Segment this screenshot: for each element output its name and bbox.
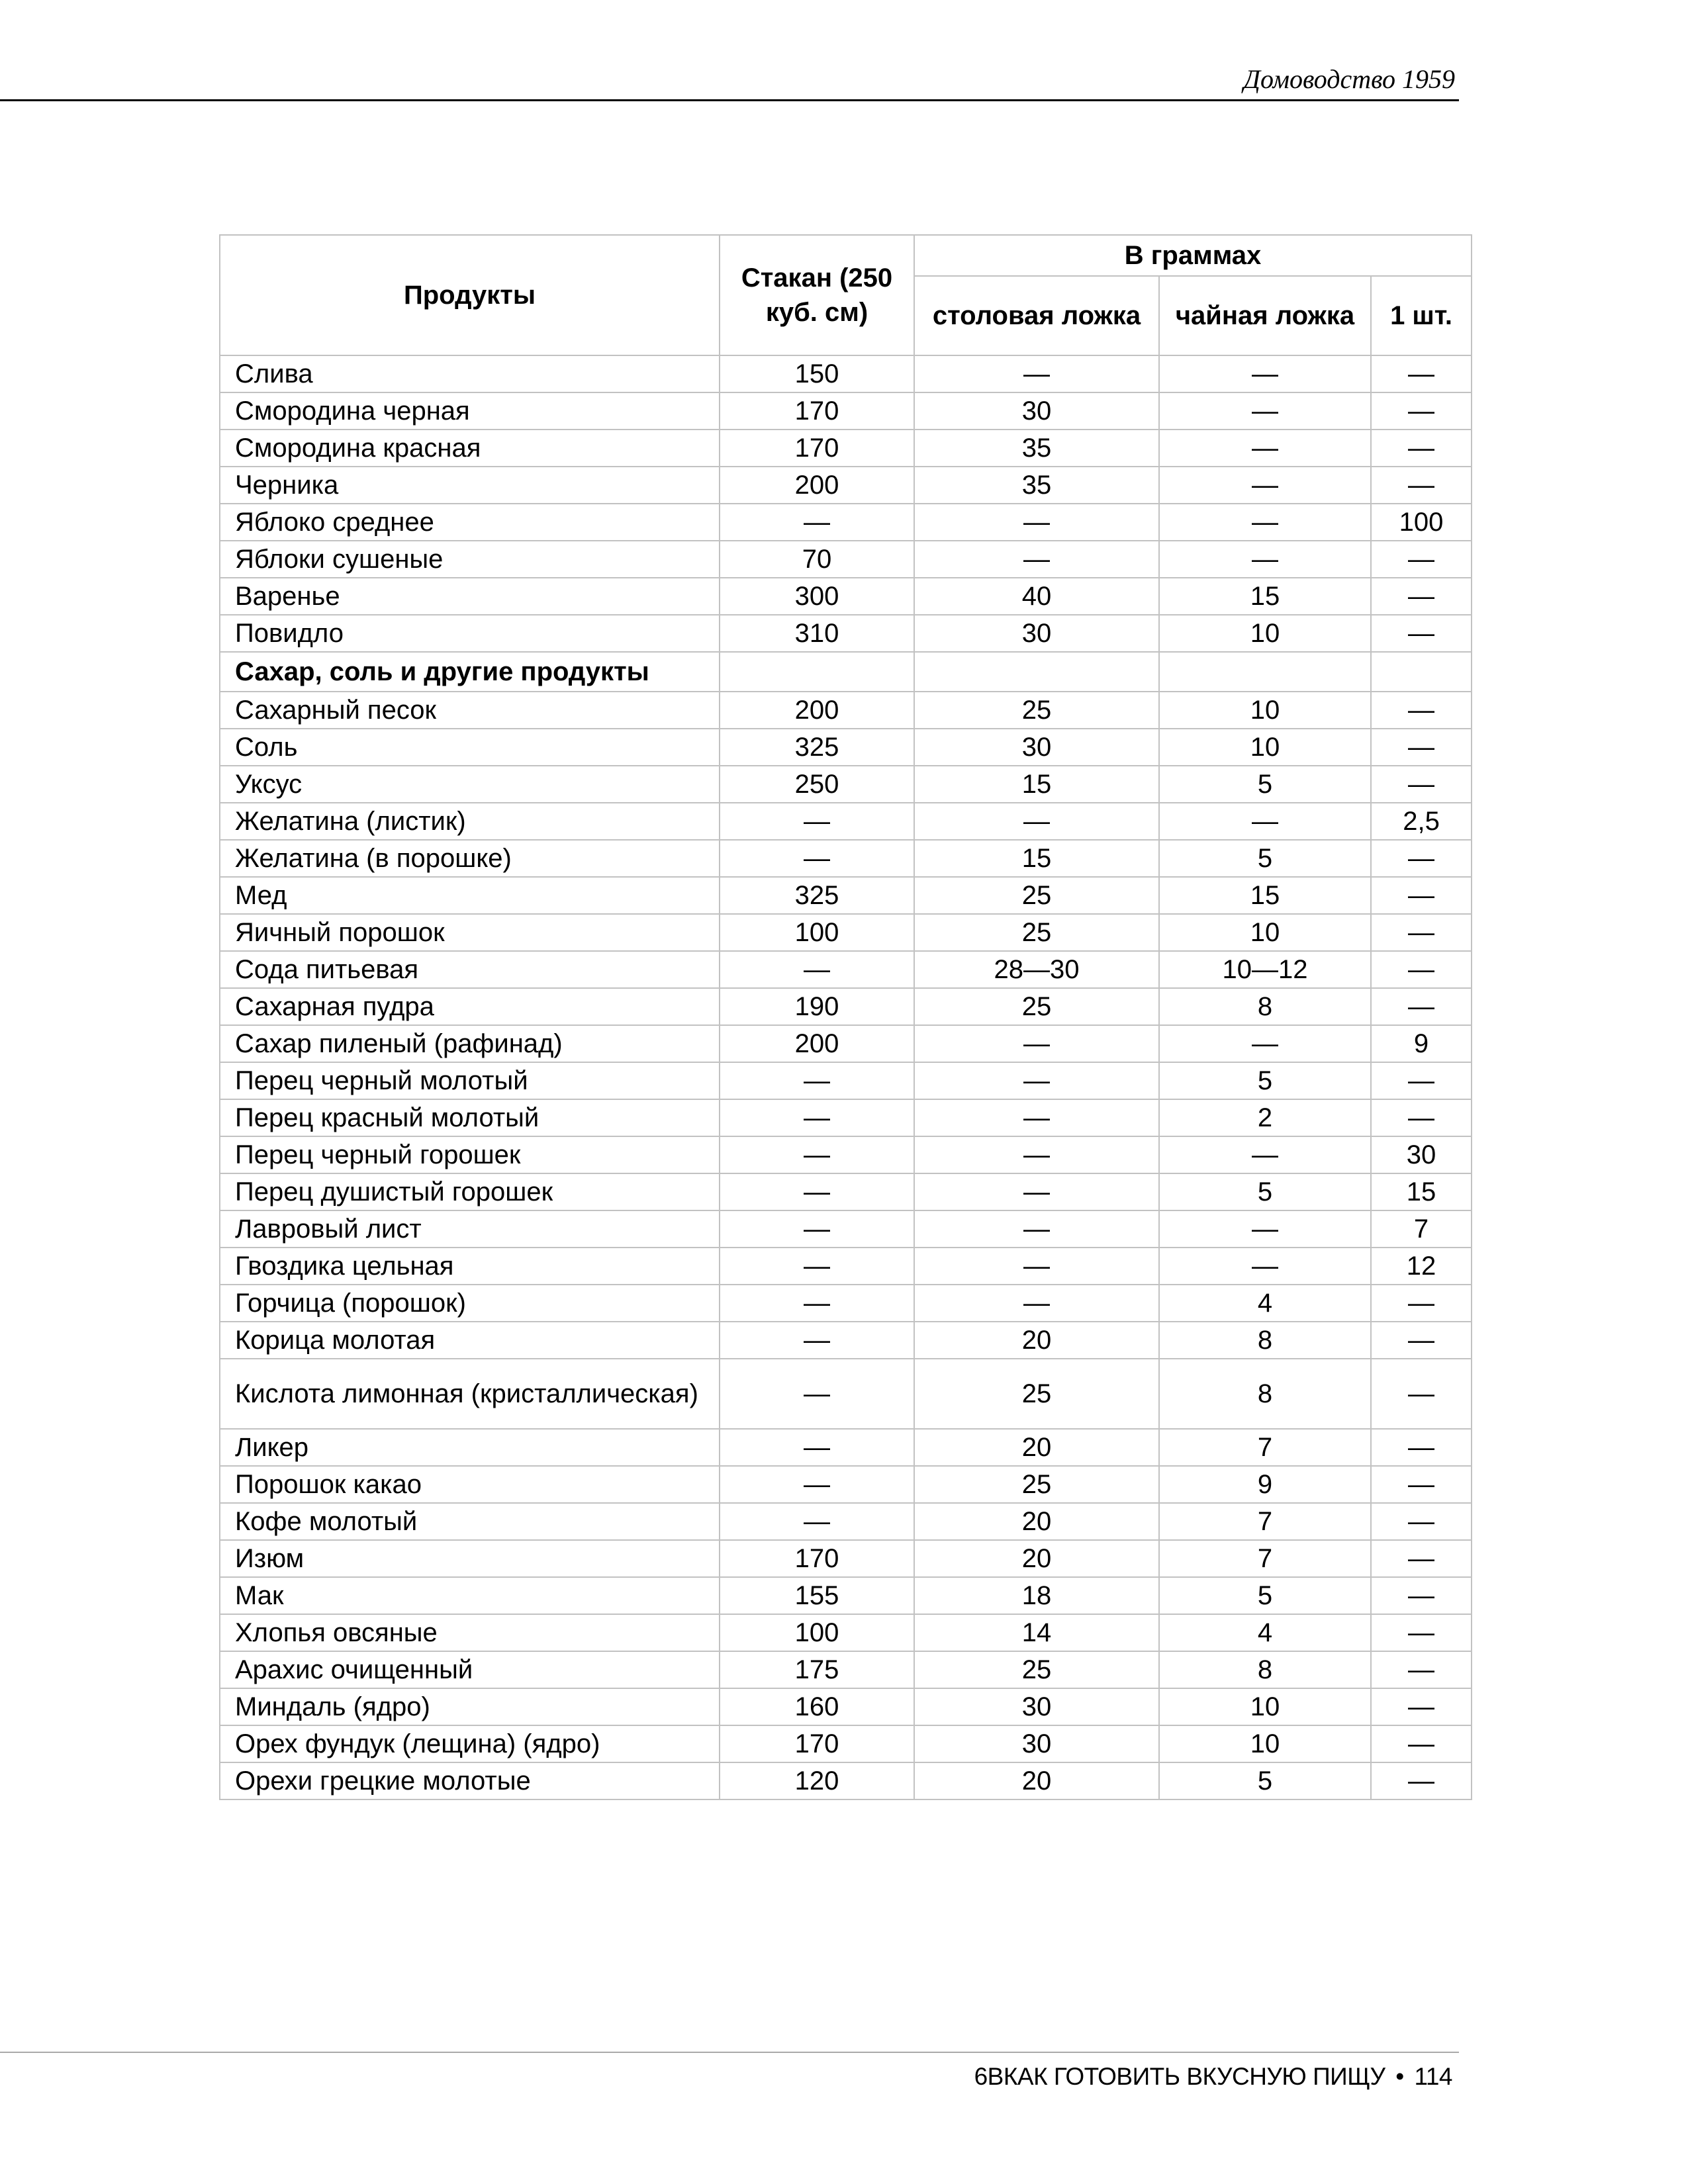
cell-piece: — <box>1371 1614 1472 1651</box>
table-row <box>220 914 1472 951</box>
cell-teaspoon: 10 <box>1159 615 1371 652</box>
table-row <box>220 692 1472 729</box>
cell-tablespoon: 25 <box>914 1359 1159 1429</box>
table-row <box>220 578 1472 615</box>
cell-teaspoon: 10 <box>1159 1688 1371 1725</box>
cell-product: Сахарный песок <box>220 692 720 729</box>
cell-product: Мак <box>220 1577 720 1614</box>
table-row <box>220 951 1472 988</box>
cell-piece: 100 <box>1371 504 1472 541</box>
cell-glass: — <box>720 1210 914 1248</box>
cell-product: Лавровый лист <box>220 1210 720 1248</box>
cell-glass: — <box>720 1503 914 1540</box>
cell-piece: — <box>1371 840 1472 877</box>
cell-piece: — <box>1371 1466 1472 1503</box>
cell-teaspoon: — <box>1159 467 1371 504</box>
table-row <box>220 1062 1472 1099</box>
cell-glass: — <box>720 1322 914 1359</box>
cell-tablespoon: 25 <box>914 1651 1159 1688</box>
cell-glass: 150 <box>720 355 914 392</box>
cell-tablespoon: 25 <box>914 988 1159 1025</box>
cell-glass: 70 <box>720 541 914 578</box>
cell-glass: 250 <box>720 766 914 803</box>
table-row <box>220 803 1472 840</box>
cell-teaspoon: 10 <box>1159 1725 1371 1762</box>
cell-tablespoon: 40 <box>914 578 1159 615</box>
header-glass: Стакан (250 куб. см) <box>720 235 914 355</box>
cell-teaspoon: 10 <box>1159 729 1371 766</box>
cell-glass: — <box>720 504 914 541</box>
cell-tablespoon: — <box>914 1062 1159 1099</box>
cell-glass: 175 <box>720 1651 914 1688</box>
cell-product: Гвоздика цельная <box>220 1248 720 1285</box>
table-row <box>220 1210 1472 1248</box>
running-header-title: Домоводство 1959 <box>1243 64 1455 94</box>
cell-glass: 200 <box>720 1025 914 1062</box>
cell-teaspoon: 5 <box>1159 1577 1371 1614</box>
cell-piece: — <box>1371 1322 1472 1359</box>
footer-rule <box>0 2052 1459 2053</box>
cell-teaspoon: 8 <box>1159 1322 1371 1359</box>
cell-glass: 325 <box>720 877 914 914</box>
cell-teaspoon: 7 <box>1159 1503 1371 1540</box>
cell-product: Смородина черная <box>220 392 720 430</box>
cell-teaspoon: — <box>1159 504 1371 541</box>
cell-product: Ликер <box>220 1429 720 1466</box>
cell-product: Перец черный горошек <box>220 1136 720 1173</box>
cell-glass: — <box>720 1173 914 1210</box>
cell-product: Слива <box>220 355 720 392</box>
cell-tablespoon: 30 <box>914 729 1159 766</box>
cell-piece: — <box>1371 615 1472 652</box>
cell-tablespoon: 20 <box>914 1429 1159 1466</box>
cell-glass: 100 <box>720 1614 914 1651</box>
cell-tablespoon: 18 <box>914 1577 1159 1614</box>
cell-glass: 170 <box>720 392 914 430</box>
cell-teaspoon: — <box>1159 1248 1371 1285</box>
cell-product: Смородина красная <box>220 430 720 467</box>
cell-teaspoon: — <box>1159 355 1371 392</box>
cell-glass: 160 <box>720 1688 914 1725</box>
cell-teaspoon: — <box>1159 392 1371 430</box>
cell-product: Изюм <box>220 1540 720 1577</box>
cell-product: Сахар, соль и другие продукты <box>220 652 720 692</box>
table-row <box>220 1359 1472 1429</box>
cell-tablespoon: 20 <box>914 1503 1159 1540</box>
header-grams-group: В граммах <box>914 235 1472 276</box>
cell-teaspoon: — <box>1159 803 1371 840</box>
cell-tablespoon: 25 <box>914 914 1159 951</box>
cell-teaspoon: 7 <box>1159 1429 1371 1466</box>
cell-product: Желатина (в порошке) <box>220 840 720 877</box>
cell-tablespoon: 20 <box>914 1322 1159 1359</box>
cell-tablespoon: — <box>914 803 1159 840</box>
cell-piece: — <box>1371 1062 1472 1099</box>
table-row <box>220 504 1472 541</box>
cell-glass: 190 <box>720 988 914 1025</box>
table-row <box>220 1540 1472 1577</box>
cell-tablespoon: 30 <box>914 615 1159 652</box>
cell-teaspoon: 10 <box>1159 914 1371 951</box>
cell-tablespoon: — <box>914 1210 1159 1248</box>
table-row <box>220 1614 1472 1651</box>
cell-teaspoon: 5 <box>1159 840 1371 877</box>
page-footer <box>974 2063 1452 2091</box>
cell-glass: 170 <box>720 430 914 467</box>
header-products: Продукты <box>220 235 720 355</box>
footer-book-title: 6ВКАК ГОТОВИТЬ ВКУСНУЮ ПИЩУ <box>974 2063 1385 2090</box>
cell-glass: 170 <box>720 1540 914 1577</box>
table-row <box>220 840 1472 877</box>
cell-piece: 15 <box>1371 1173 1472 1210</box>
cell-product: Соль <box>220 729 720 766</box>
cell-piece: — <box>1371 392 1472 430</box>
table-row <box>220 1688 1472 1725</box>
cell-glass: 310 <box>720 615 914 652</box>
cell-teaspoon: — <box>1159 1136 1371 1173</box>
cell-piece: 2,5 <box>1371 803 1472 840</box>
header-piece: 1 шт. <box>1371 276 1472 355</box>
table-row <box>220 729 1472 766</box>
cell-tablespoon: 20 <box>914 1762 1159 1799</box>
cell-piece: 12 <box>1371 1248 1472 1285</box>
cell-glass: — <box>720 1359 914 1429</box>
cell-product: Перец черный молотый <box>220 1062 720 1099</box>
cell-teaspoon: 9 <box>1159 1466 1371 1503</box>
cell-teaspoon: 5 <box>1159 1762 1371 1799</box>
cell-product: Сахар пиленый (рафинад) <box>220 1025 720 1062</box>
cell-product: Перец душистый горошек <box>220 1173 720 1210</box>
cell-tablespoon: — <box>914 1099 1159 1136</box>
cell-teaspoon: — <box>1159 541 1371 578</box>
cell-tablespoon: — <box>914 1136 1159 1173</box>
cell-tablespoon: 28—30 <box>914 951 1159 988</box>
cell-tablespoon: 35 <box>914 467 1159 504</box>
cell-glass: 200 <box>720 692 914 729</box>
table-row <box>220 1285 1472 1322</box>
cell-tablespoon: — <box>914 1025 1159 1062</box>
cell-teaspoon: 15 <box>1159 877 1371 914</box>
cell-tablespoon: — <box>914 355 1159 392</box>
cell-glass: 155 <box>720 1577 914 1614</box>
cell-product: Кофе молотый <box>220 1503 720 1540</box>
cell-product: Порошок какао <box>220 1466 720 1503</box>
cell-tablespoon: 25 <box>914 692 1159 729</box>
table-body <box>220 355 1472 1799</box>
cell-product: Орех фундук (лещина) (ядро) <box>220 1725 720 1762</box>
table-row <box>220 766 1472 803</box>
cell-tablespoon: 14 <box>914 1614 1159 1651</box>
cell-piece: — <box>1371 729 1472 766</box>
cell-glass: — <box>720 1466 914 1503</box>
table-row <box>220 467 1472 504</box>
cell-tablespoon: 30 <box>914 1725 1159 1762</box>
footer-page-number: 114 <box>1414 2063 1452 2090</box>
table-row <box>220 541 1472 578</box>
table-row <box>220 1577 1472 1614</box>
cell-teaspoon: 5 <box>1159 1062 1371 1099</box>
cell-teaspoon: 10—12 <box>1159 951 1371 988</box>
cell-piece: — <box>1371 1359 1472 1429</box>
cell-product: Сода питьевая <box>220 951 720 988</box>
cell-piece: — <box>1371 951 1472 988</box>
cell-piece: — <box>1371 766 1472 803</box>
cell-piece: — <box>1371 1651 1472 1688</box>
table-row <box>220 877 1472 914</box>
cell-tablespoon: — <box>914 1173 1159 1210</box>
cell-teaspoon: — <box>1159 1210 1371 1248</box>
cell-teaspoon: 8 <box>1159 1359 1371 1429</box>
cell-glass: — <box>720 1062 914 1099</box>
cell-tablespoon: — <box>914 504 1159 541</box>
table-row <box>220 1173 1472 1210</box>
cell-product: Арахис очищенный <box>220 1651 720 1688</box>
header-tablespoon: столовая ложка <box>914 276 1159 355</box>
cell-glass: 300 <box>720 578 914 615</box>
footer-bullet: • <box>1395 2063 1404 2090</box>
cell-glass: 120 <box>720 1762 914 1799</box>
cell-piece: — <box>1371 1099 1472 1136</box>
cell-product: Орехи грецкие молотые <box>220 1762 720 1799</box>
cell-product: Черника <box>220 467 720 504</box>
cell-product: Кислота лимонная (кристаллическая) <box>220 1359 720 1429</box>
table-row <box>220 1136 1472 1173</box>
cell-piece: — <box>1371 1725 1472 1762</box>
table-row <box>220 355 1472 392</box>
cell-product: Мед <box>220 877 720 914</box>
cell-piece: 7 <box>1371 1210 1472 1248</box>
cell-glass: — <box>720 1248 914 1285</box>
cell-piece: — <box>1371 1540 1472 1577</box>
cell-piece <box>1371 652 1472 692</box>
table-row <box>220 392 1472 430</box>
header-teaspoon: чайная ложка <box>1159 276 1371 355</box>
cell-piece: — <box>1371 1503 1472 1540</box>
cell-glass: — <box>720 951 914 988</box>
cell-piece: — <box>1371 877 1472 914</box>
cell-tablespoon <box>914 652 1159 692</box>
cell-product: Повидло <box>220 615 720 652</box>
cell-teaspoon: 15 <box>1159 578 1371 615</box>
cell-teaspoon: 4 <box>1159 1285 1371 1322</box>
cell-teaspoon: — <box>1159 430 1371 467</box>
cell-glass: — <box>720 1099 914 1136</box>
cell-teaspoon: 10 <box>1159 692 1371 729</box>
cell-glass: — <box>720 1429 914 1466</box>
cell-piece: — <box>1371 1688 1472 1725</box>
table-row <box>220 1322 1472 1359</box>
cell-product: Яичный порошок <box>220 914 720 951</box>
conversion-table <box>219 234 1472 1800</box>
cell-tablespoon: — <box>914 1248 1159 1285</box>
table-row <box>220 1651 1472 1688</box>
cell-piece: — <box>1371 541 1472 578</box>
cell-teaspoon: 8 <box>1159 1651 1371 1688</box>
table-row <box>220 1248 1472 1285</box>
cell-glass: 325 <box>720 729 914 766</box>
cell-piece: 30 <box>1371 1136 1472 1173</box>
table-row <box>220 1725 1472 1762</box>
cell-glass: 100 <box>720 914 914 951</box>
cell-product: Перец красный молотый <box>220 1099 720 1136</box>
cell-product: Миндаль (ядро) <box>220 1688 720 1725</box>
cell-glass: — <box>720 1285 914 1322</box>
table-row <box>220 1025 1472 1062</box>
cell-product: Горчица (порошок) <box>220 1285 720 1322</box>
cell-tablespoon: 25 <box>914 1466 1159 1503</box>
cell-product: Яблоко среднее <box>220 504 720 541</box>
cell-piece: — <box>1371 430 1472 467</box>
cell-piece: — <box>1371 467 1472 504</box>
cell-piece: — <box>1371 355 1472 392</box>
cell-piece: — <box>1371 914 1472 951</box>
cell-glass: 200 <box>720 467 914 504</box>
cell-product: Яблоки сушеные <box>220 541 720 578</box>
cell-product: Сахарная пудра <box>220 988 720 1025</box>
cell-teaspoon: 8 <box>1159 988 1371 1025</box>
cell-piece: — <box>1371 988 1472 1025</box>
cell-tablespoon: 25 <box>914 877 1159 914</box>
cell-tablespoon: — <box>914 541 1159 578</box>
cell-tablespoon: 35 <box>914 430 1159 467</box>
cell-teaspoon <box>1159 652 1371 692</box>
cell-teaspoon: 4 <box>1159 1614 1371 1651</box>
cell-piece: — <box>1371 578 1472 615</box>
cell-teaspoon: 7 <box>1159 1540 1371 1577</box>
cell-glass: 170 <box>720 1725 914 1762</box>
cell-piece: — <box>1371 1429 1472 1466</box>
cell-piece: — <box>1371 692 1472 729</box>
table-row <box>220 430 1472 467</box>
cell-glass <box>720 652 914 692</box>
cell-teaspoon: 5 <box>1159 1173 1371 1210</box>
table-row <box>220 988 1472 1025</box>
cell-product: Хлопья овсяные <box>220 1614 720 1651</box>
table-row <box>220 1099 1472 1136</box>
header-rule <box>0 99 1459 101</box>
cell-tablespoon: 15 <box>914 766 1159 803</box>
cell-product: Корица молотая <box>220 1322 720 1359</box>
cell-teaspoon: — <box>1159 1025 1371 1062</box>
table-row <box>220 1466 1472 1503</box>
table-row <box>220 1762 1472 1799</box>
cell-piece: — <box>1371 1762 1472 1799</box>
cell-glass: — <box>720 1136 914 1173</box>
cell-piece: — <box>1371 1285 1472 1322</box>
cell-piece: 9 <box>1371 1025 1472 1062</box>
cell-glass: — <box>720 803 914 840</box>
cell-tablespoon: — <box>914 1285 1159 1322</box>
table-row <box>220 1503 1472 1540</box>
cell-tablespoon: 15 <box>914 840 1159 877</box>
cell-piece: — <box>1371 1577 1472 1614</box>
table-row <box>220 652 1472 692</box>
cell-teaspoon: 5 <box>1159 766 1371 803</box>
cell-glass: — <box>720 840 914 877</box>
cell-tablespoon: 30 <box>914 392 1159 430</box>
cell-tablespoon: 30 <box>914 1688 1159 1725</box>
table-row <box>220 615 1472 652</box>
cell-product: Уксус <box>220 766 720 803</box>
cell-product: Желатина (листик) <box>220 803 720 840</box>
table-row <box>220 1429 1472 1466</box>
cell-product: Варенье <box>220 578 720 615</box>
cell-tablespoon: 20 <box>914 1540 1159 1577</box>
cell-teaspoon: 2 <box>1159 1099 1371 1136</box>
